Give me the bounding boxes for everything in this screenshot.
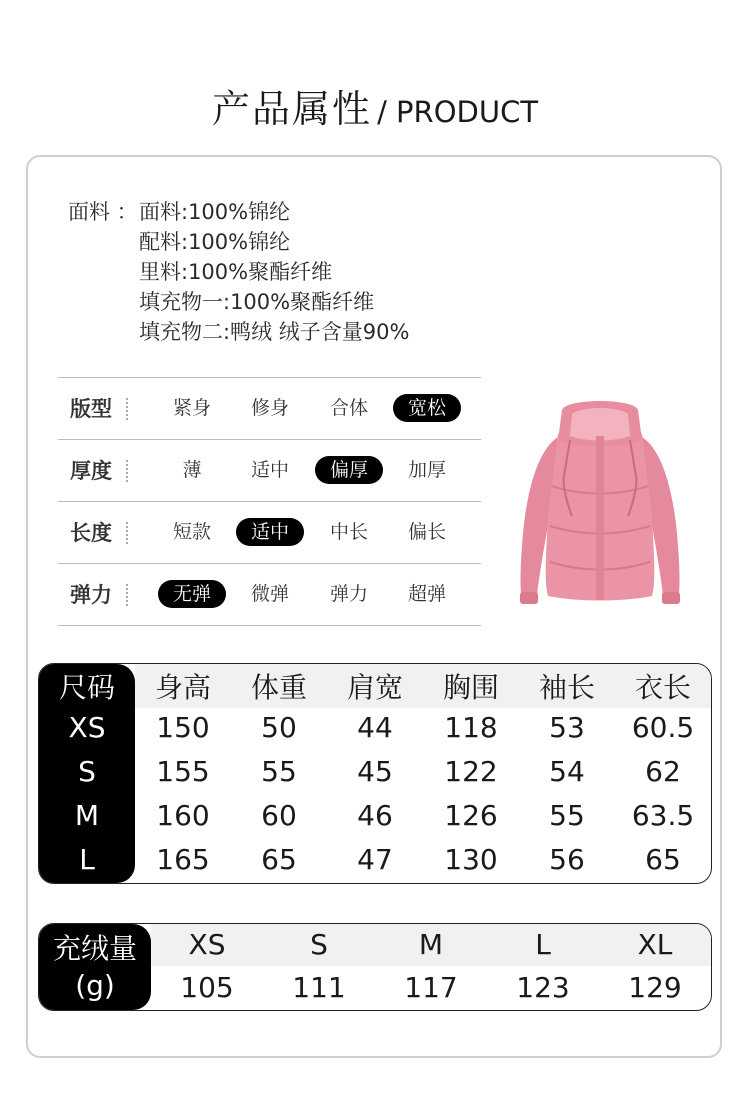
attribute-list	[58, 377, 481, 626]
size-col-header: 身高	[154, 671, 211, 704]
fill-value: 111	[292, 971, 346, 1004]
fabric-line: 填充物二:鸭绒 绒子含量90%	[139, 320, 410, 344]
fabric-label: 面料 ：	[68, 200, 138, 224]
size-col-header: 肩宽	[346, 671, 403, 704]
pink-puffer-jacket-image	[512, 396, 688, 610]
size-cell: 160	[156, 799, 210, 832]
size-cell: 118	[444, 711, 498, 744]
title-cn: 产品属性	[211, 87, 372, 131]
size-cell: 55	[549, 799, 585, 832]
attribute-option: 宽松	[393, 394, 461, 422]
fill-label: 充绒量	[52, 932, 137, 965]
dotted-separator	[126, 460, 128, 482]
size-cell: 46	[357, 799, 393, 832]
attribute-name: 弹力	[70, 583, 112, 607]
size-col-header: 胸围	[442, 671, 499, 704]
size-cell: 126	[444, 799, 498, 832]
attribute-row-fit	[58, 377, 481, 439]
size-label: XS	[68, 711, 106, 744]
size-cell: 150	[156, 711, 210, 744]
fabric-line: 面料:100%锦纶	[139, 200, 291, 224]
fill-size: XL	[637, 928, 673, 961]
attribute-option: 加厚	[407, 459, 446, 481]
attribute-option: 偏长	[407, 521, 446, 543]
dotted-separator	[126, 584, 128, 606]
size-chart	[38, 663, 712, 884]
fill-size: M	[418, 928, 444, 961]
size-cell: 45	[357, 755, 393, 788]
size-label: L	[79, 843, 95, 876]
size-cell: 165	[156, 843, 210, 876]
size-cell: 63.5	[631, 799, 695, 832]
fabric-lines	[139, 197, 409, 347]
dotted-separator	[126, 522, 128, 544]
fill-value: 105	[180, 971, 234, 1004]
size-col-header: 袖长	[538, 671, 595, 704]
dotted-separator	[126, 398, 128, 420]
size-label: S	[78, 755, 96, 788]
size-cell: 62	[645, 755, 681, 788]
fill-value: 129	[628, 971, 682, 1004]
size-cell: 60.5	[631, 711, 695, 744]
size-cell: 47	[357, 843, 393, 876]
size-cell: 155	[156, 755, 210, 788]
fill-value: 117	[404, 971, 458, 1004]
attribute-option: 修身	[250, 397, 289, 419]
size-cell: 53	[549, 711, 585, 744]
attribute-row-thickness	[58, 439, 481, 501]
fill-size: XS	[188, 928, 226, 961]
size-cell: 65	[645, 843, 681, 876]
down-fill-chart	[38, 923, 712, 1011]
attribute-option: 薄	[182, 459, 202, 481]
attribute-option: 弹力	[329, 583, 368, 605]
attribute-option: 适中	[236, 518, 304, 546]
size-cell: 50	[261, 711, 297, 744]
size-col-header: 衣长	[634, 671, 691, 704]
size-cell: 56	[549, 843, 585, 876]
attribute-name: 版型	[70, 397, 112, 421]
fill-size: L	[535, 928, 551, 961]
size-cell: 44	[357, 711, 393, 744]
size-col-header: 体重	[250, 671, 307, 704]
fabric-line: 配料:100%锦纶	[139, 230, 291, 254]
attribute-option: 紧身	[172, 397, 211, 419]
size-cell: 55	[261, 755, 297, 788]
attribute-row-elasticity	[58, 563, 481, 626]
size-label: M	[74, 799, 100, 832]
page-title	[0, 78, 750, 133]
attribute-option: 无弹	[158, 580, 226, 608]
size-cell: 130	[444, 843, 498, 876]
size-cell: 122	[444, 755, 498, 788]
title-en: / PRODUCT	[377, 95, 539, 129]
fill-size: S	[310, 928, 328, 961]
attribute-name: 长度	[70, 521, 112, 545]
size-col-header: 尺码	[58, 671, 115, 704]
size-cell: 65	[261, 843, 297, 876]
attribute-option: 适中	[250, 459, 289, 481]
attribute-option: 中长	[329, 521, 368, 543]
fill-unit-label: (g)	[75, 969, 115, 1002]
fill-value: 123	[516, 971, 570, 1004]
attribute-option: 微弹	[250, 583, 289, 605]
attribute-option: 合体	[329, 397, 368, 419]
fabric-line: 填充物一:100%聚酯纤维	[139, 290, 375, 314]
attribute-row-length	[58, 501, 481, 563]
attribute-option: 偏厚	[315, 456, 383, 484]
attribute-name: 厚度	[70, 459, 112, 483]
attribute-option: 短款	[172, 521, 211, 543]
size-cell: 60	[261, 799, 297, 832]
attribute-option: 超弹	[407, 583, 446, 605]
size-cell: 54	[549, 755, 585, 788]
fabric-line: 里料:100%聚酯纤维	[139, 260, 333, 284]
